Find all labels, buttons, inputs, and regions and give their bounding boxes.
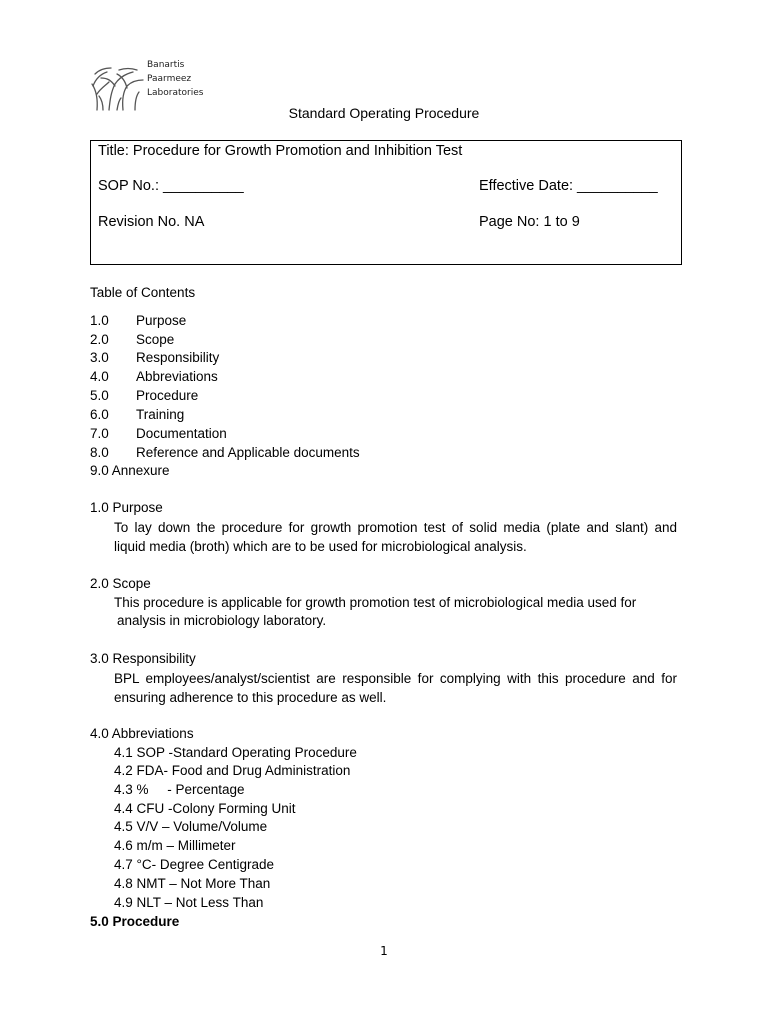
toc-item-annexure: 9.0 Annexure (90, 463, 170, 478)
toc-item-label: Scope (136, 332, 175, 347)
responsibility-line-1: BPL employees/analyst/scientist are responsible for complying with this procedure and for (114, 671, 677, 686)
toc-item-number: 2.0 (90, 332, 109, 347)
abbreviation-item: 4.4 CFU -Colony Forming Unit (114, 801, 296, 816)
toc-item-label: Abbreviations (136, 369, 218, 384)
abbreviation-item: 4.5 V/V – Volume/Volume (114, 819, 268, 834)
scope-line-1: This procedure is applicable for growth promotion test of microbiological media used for (114, 595, 637, 610)
toc-item-label: Training (136, 407, 185, 422)
toc-item-number: 6.0 (90, 407, 109, 422)
toc-item (90, 445, 360, 460)
sop-header-box (90, 140, 682, 265)
toc-item-label: Responsibility (136, 350, 220, 365)
revision-number: Revision No. NA (98, 214, 205, 230)
toc-item-number: 3.0 (90, 350, 109, 365)
logo-text-line-3: Laboratories (147, 88, 204, 98)
toc-item (90, 332, 174, 347)
toc-item (90, 313, 186, 328)
toc-item-number: 4.0 (90, 369, 109, 384)
abbreviation-item: 4.8 NMT – Not More Than (114, 876, 271, 891)
toc-item-label: Reference and Applicable documents (136, 445, 360, 460)
abbreviation-item: 4.7 °C- Degree Centigrade (114, 857, 274, 872)
toc-item-number: 8.0 (90, 445, 109, 460)
logo-text-line-1: Banartis (147, 60, 185, 70)
section-heading-responsibility: 3.0 Responsibility (90, 651, 196, 666)
toc-item (90, 369, 218, 384)
toc-item (90, 388, 198, 403)
section-heading-scope: 2.0 Scope (90, 576, 151, 591)
abbreviation-item: 4.6 m/m – Millimeter (114, 838, 236, 853)
abbreviation-item: 4.2 FDA- Food and Drug Administration (114, 763, 351, 778)
toc-item (90, 426, 227, 441)
toc-item-label: Purpose (136, 313, 187, 328)
section-heading-abbreviations: 4.0 Abbreviations (90, 726, 194, 741)
abbreviation-item: 4.3 % - Percentage (114, 782, 245, 797)
toc-item-number: 5.0 (90, 388, 109, 403)
sop-number: SOP No.: __________ (98, 178, 244, 194)
purpose-line-2: liquid media (broth) which are to be used for microbiological analysis. (114, 539, 527, 554)
effective-date: Effective Date: __________ (479, 178, 658, 194)
abbreviation-item: 4.9 NLT – Not Less Than (114, 895, 264, 910)
section-heading-procedure: 5.0 Procedure (90, 914, 180, 929)
document-title: Standard Operating Procedure (288, 105, 480, 121)
toc-item-number: 1.0 (90, 313, 109, 328)
page-count: Page No: 1 to 9 (479, 214, 580, 230)
abbreviation-item: 4.1 SOP -Standard Operating Procedure (114, 745, 357, 760)
toc-heading: Table of Contents (90, 285, 196, 300)
purpose-line-1: To lay down the procedure for growth promotion test of solid media (plate and slant) and (114, 520, 677, 535)
toc-item-number: 7.0 (90, 426, 109, 441)
toc-item (90, 350, 219, 365)
logo-text-line-2: Paarmeez (147, 74, 192, 84)
page-number: 1 (380, 944, 388, 958)
sop-title: Title: Procedure for Growth Promotion and Inhibition Test (98, 143, 463, 159)
toc-item-label: Documentation (136, 426, 227, 441)
section-heading-purpose: 1.0 Purpose (90, 500, 163, 515)
scope-line-2: analysis in microbiology laboratory. (117, 613, 327, 628)
toc-item (90, 407, 184, 422)
toc-item-label: Procedure (136, 388, 199, 403)
responsibility-line-2: ensuring adherence to this procedure as well. (114, 690, 387, 705)
